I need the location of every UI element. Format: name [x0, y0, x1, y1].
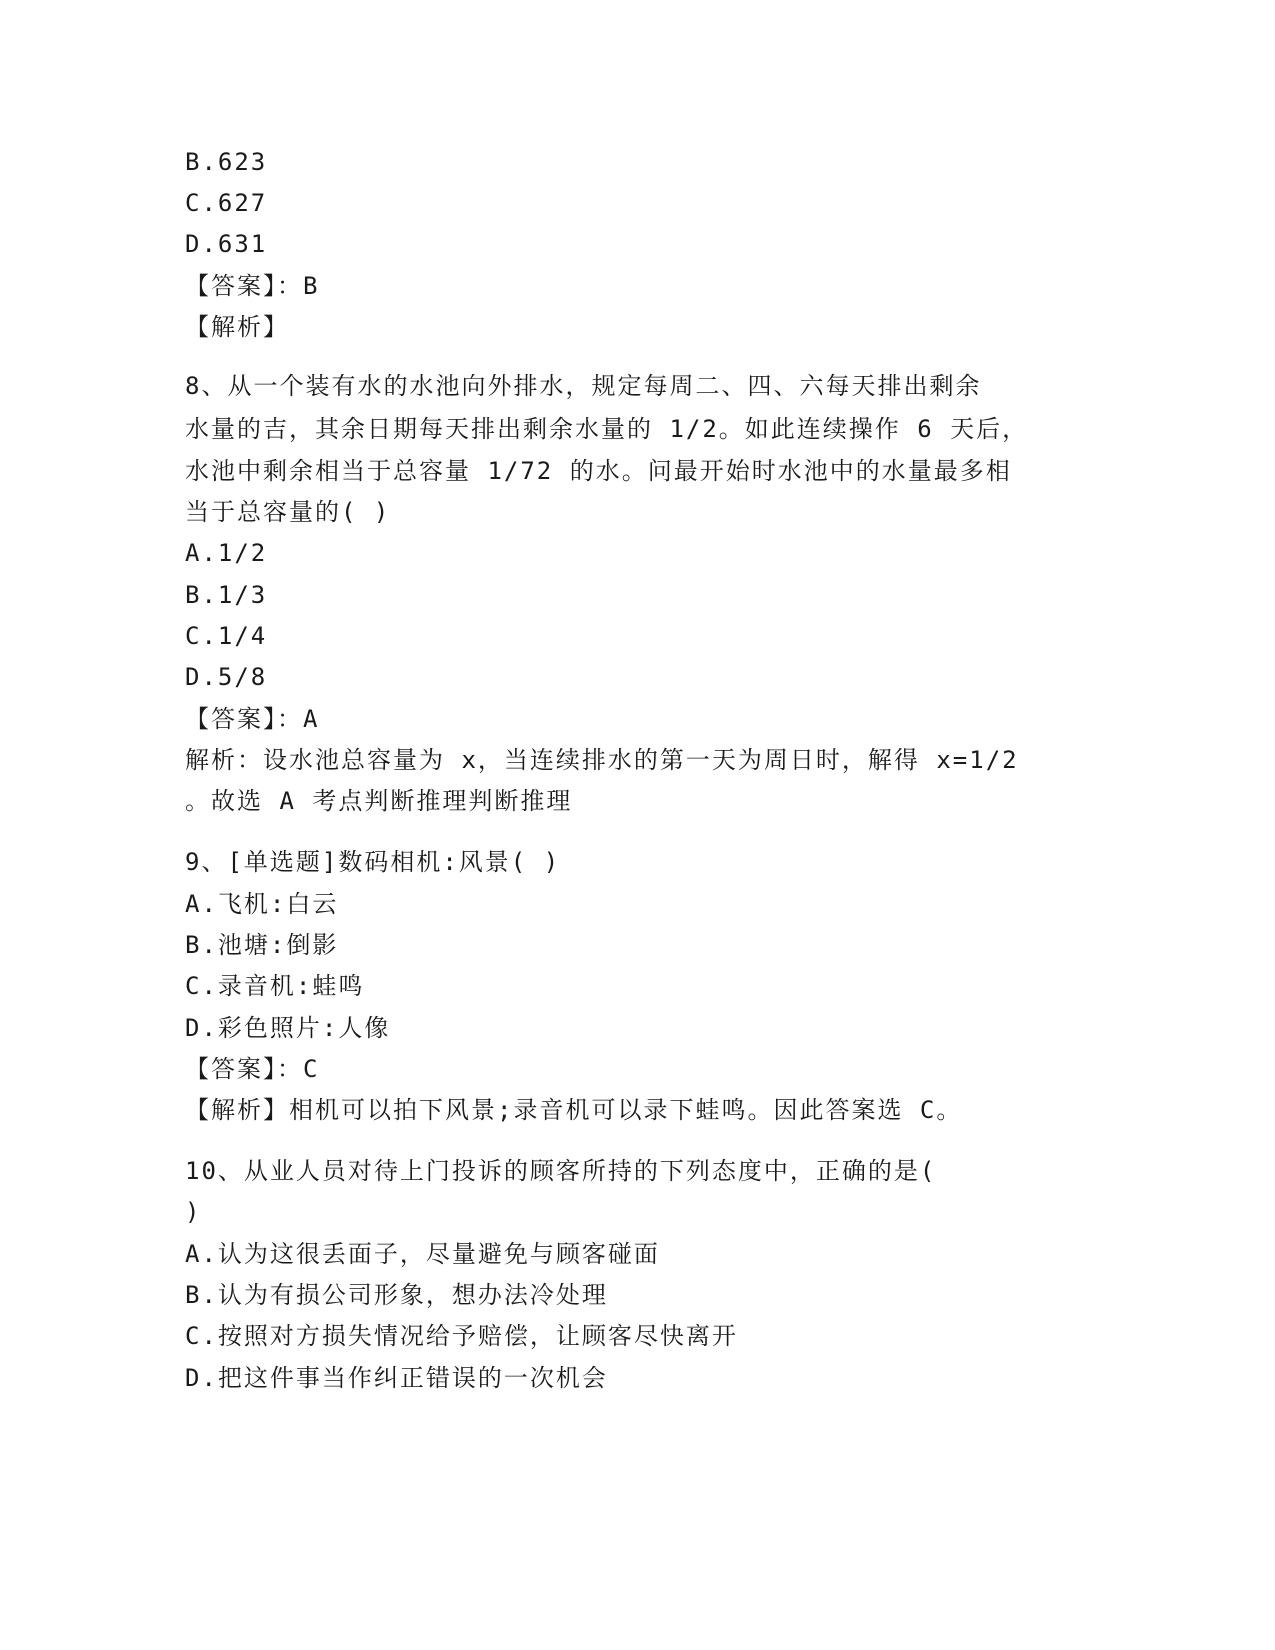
q8-analysis-line-1: 解析：设水池总容量为 x，当连续排水的第一天为周日时，解得 x=1/2 — [185, 746, 1019, 774]
q10-stem-line-2: ) — [185, 1198, 202, 1226]
q10-option-b: B.认为有损公司形象，想办法冷处理 — [185, 1281, 608, 1309]
q10-option-d: D.把这件事当作纠正错误的一次机会 — [185, 1364, 608, 1392]
q9-stem: 9、[单选题]数码相机:风景( ) — [185, 848, 561, 876]
q7-option-b: B.623 — [185, 148, 268, 176]
q9-option-c: C.录音机:蛙鸣 — [185, 972, 365, 1000]
q8-option-d: D.5/8 — [185, 663, 268, 691]
q8-option-a: A.1/2 — [185, 539, 268, 567]
q9-analysis: 【解析】相机可以拍下风景;录音机可以录下蛙鸣。因此答案选 C。 — [185, 1096, 963, 1124]
q7-analysis: 【解析】 — [185, 313, 289, 341]
q8-option-c: C.1/4 — [185, 622, 268, 650]
q7-option-d: D.631 — [185, 230, 268, 258]
q9-option-b: B.池塘:倒影 — [185, 931, 339, 959]
q10-option-a: A.认为这很丢面子，尽量避免与顾客碰面 — [185, 1240, 660, 1268]
q8-stem-line-3: 水池中剩余相当于总容量 1/72 的水。问最开始时水池中的水量最多相 — [185, 457, 1012, 485]
q10-option-c: C.按照对方损失情况给予赔偿，让顾客尽快离开 — [185, 1322, 738, 1350]
q10-stem-line-1: 10、从业人员对待上门投诉的顾客所持的下列态度中，正确的是( — [185, 1157, 937, 1185]
q9-option-d: D.彩色照片:人像 — [185, 1014, 391, 1042]
q7-option-c: C.627 — [185, 189, 268, 217]
q8-option-b: B.1/3 — [185, 581, 268, 609]
q8-analysis-line-2: 。故选 A 考点判断推理判断推理 — [185, 787, 573, 815]
q8-stem-line-1: 8、从一个装有水的水池向外排水，规定每周二、四、六每天排出剩余 — [185, 372, 982, 400]
q7-answer: 【答案】：B — [185, 272, 320, 300]
q9-option-a: A.飞机:白云 — [185, 890, 339, 918]
q8-stem-line-2: 水量的吉，其余日期每天排出剩余水量的 1/2。如此连续操作 6 天后， — [185, 415, 1029, 443]
q9-answer: 【答案】：C — [185, 1055, 320, 1083]
q8-answer: 【答案】：A — [185, 705, 320, 733]
q8-stem-line-4: 当于总容量的( ) — [185, 498, 391, 526]
